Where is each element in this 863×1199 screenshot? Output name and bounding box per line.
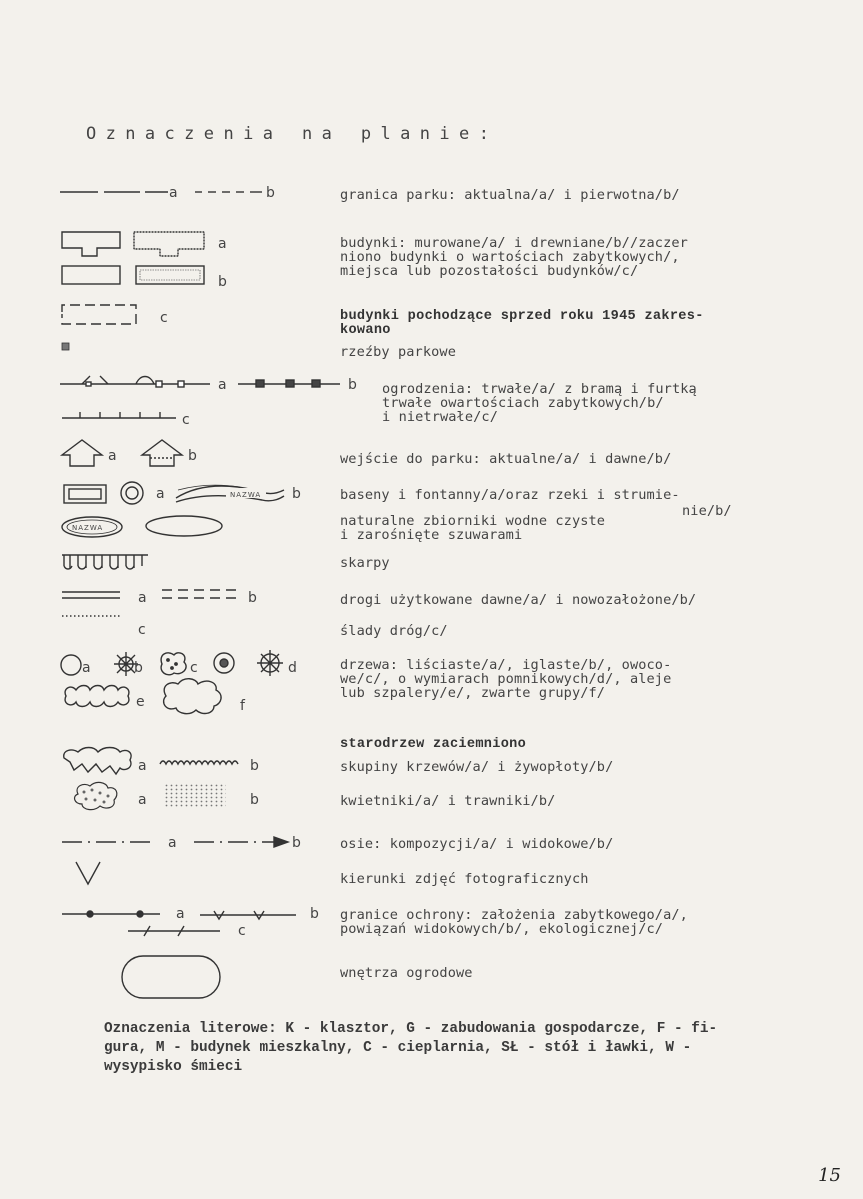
legend-old-trees: starodrzew zaciemniono [340, 737, 527, 752]
marker-b: b [134, 660, 143, 676]
legend-natural-water: naturalne zbiorniki wodne czyste i zarośnięte szuwarami [340, 513, 606, 543]
photo-direction-symbol [76, 862, 100, 884]
marker-b: b [250, 758, 259, 774]
letter-codes-note: Oznaczenia literowe: K - klasztor, G - zabudowania gospodarcze, F - fi- gura, M - budynek mieszkalny, C - cieplarnia, SŁ - stół i ławki, W - wysypisko śmieci [104, 1021, 718, 1075]
marker-a: a [156, 486, 165, 502]
legend-axes: osie: kompozycji/a/ i widokowe/b/ [340, 836, 614, 852]
tree-symbols [61, 650, 283, 714]
marker-a: a [138, 792, 147, 808]
legend-shrubs: skupiny krzewów/a/ i żywopłoty/b/ [340, 759, 614, 775]
legend-entrance: wejście do parku: aktualne/a/ i dawne/b/ [340, 451, 672, 467]
marker-a: a [218, 377, 227, 393]
garden-interior-symbol [122, 956, 220, 998]
legend-pools-cont: nie/b/ [682, 503, 732, 519]
marker-a: a [176, 906, 185, 922]
building-symbols [62, 232, 204, 350]
legend-buildings: budynki: murowane/a/ i drewniane/b//zaczer niono budynki o wartościach zabytkowych/, miejsca lub pozostałości budynków/c/ [340, 235, 688, 279]
flowerbed-symbols [75, 782, 226, 809]
legend-fences: ogrodzenia: trwałe/a/ z bramą i furtką trwałe owartościach zabytkowych/b/ i nietrwałe/c/ [382, 381, 697, 425]
shrub-symbols [64, 748, 238, 775]
marker-c: c [238, 923, 246, 939]
marker-a: a [138, 758, 147, 774]
legend-flowerbeds: kwietniki/a/ i trawniki/b/ [340, 793, 556, 809]
legend-pools: baseny i fontanny/a/oraz rzeki i strumie- [340, 487, 680, 503]
legend-road-traces: ślady dróg/c/ [340, 623, 448, 639]
slope-symbol [62, 555, 148, 569]
marker-a: a [82, 660, 91, 676]
marker-b: b [292, 486, 301, 502]
legend-sculptures: rzeźby parkowe [340, 344, 456, 360]
page-number: 15 [818, 1165, 841, 1186]
marker-b: b [248, 590, 257, 606]
marker-a: a [218, 236, 227, 252]
legend-park-border: granica parku: aktualna/a/ i pierwotna/b/ [340, 187, 680, 203]
marker-c: c [138, 622, 146, 638]
marker-b: b [188, 448, 197, 464]
marker-c: c [182, 412, 190, 428]
marker-c: c [160, 310, 168, 326]
marker-a: a [169, 185, 178, 201]
lake-name-label: NAZWA [72, 524, 104, 532]
marker-b: b [348, 377, 357, 393]
marker-f: f [240, 698, 245, 714]
marker-e: e [136, 694, 145, 710]
legend-roads: drogi użytkowane dawne/a/ i nowozałożone/b/ [340, 592, 697, 608]
legend-trees: drzewa: liściaste/a/, iglaste/b/, owoco- we/c/, o wymiarach pomnikowych/d/, aleje lub szpalery/e/, zwarte grupy/f/ [340, 657, 672, 701]
marker-b: b [266, 185, 275, 201]
marker-b: b [310, 906, 319, 922]
river-name-label: NAZWA [230, 491, 262, 499]
fence-symbols [60, 376, 340, 418]
marker-a: a [108, 448, 117, 464]
legend-protection: granice ochrony: założenia zabytkowego/a/, powiązań widokowych/b/, ekologicznej/c/ [340, 907, 688, 937]
marker-b: b [292, 835, 301, 851]
road-symbols [62, 590, 236, 616]
legend-photo-directions: kierunki zdjęć fotograficznych [340, 871, 589, 887]
marker-d: d [288, 660, 297, 676]
legend-heading: Oznaczenia na planie: [86, 124, 499, 144]
legend-slopes: skarpy [340, 555, 390, 571]
marker-c: c [190, 660, 198, 676]
marker-a: a [138, 590, 147, 606]
marker-b: b [250, 792, 259, 808]
entrance-symbols [62, 440, 182, 466]
legend-garden-interiors: wnętrza ogrodowe [340, 965, 473, 981]
marker-a: a [168, 835, 177, 851]
marker-b: b [218, 274, 227, 290]
legend-buildings-pre1945: budynki pochodzące sprzed roku 1945 zakres- kowano [340, 309, 704, 338]
